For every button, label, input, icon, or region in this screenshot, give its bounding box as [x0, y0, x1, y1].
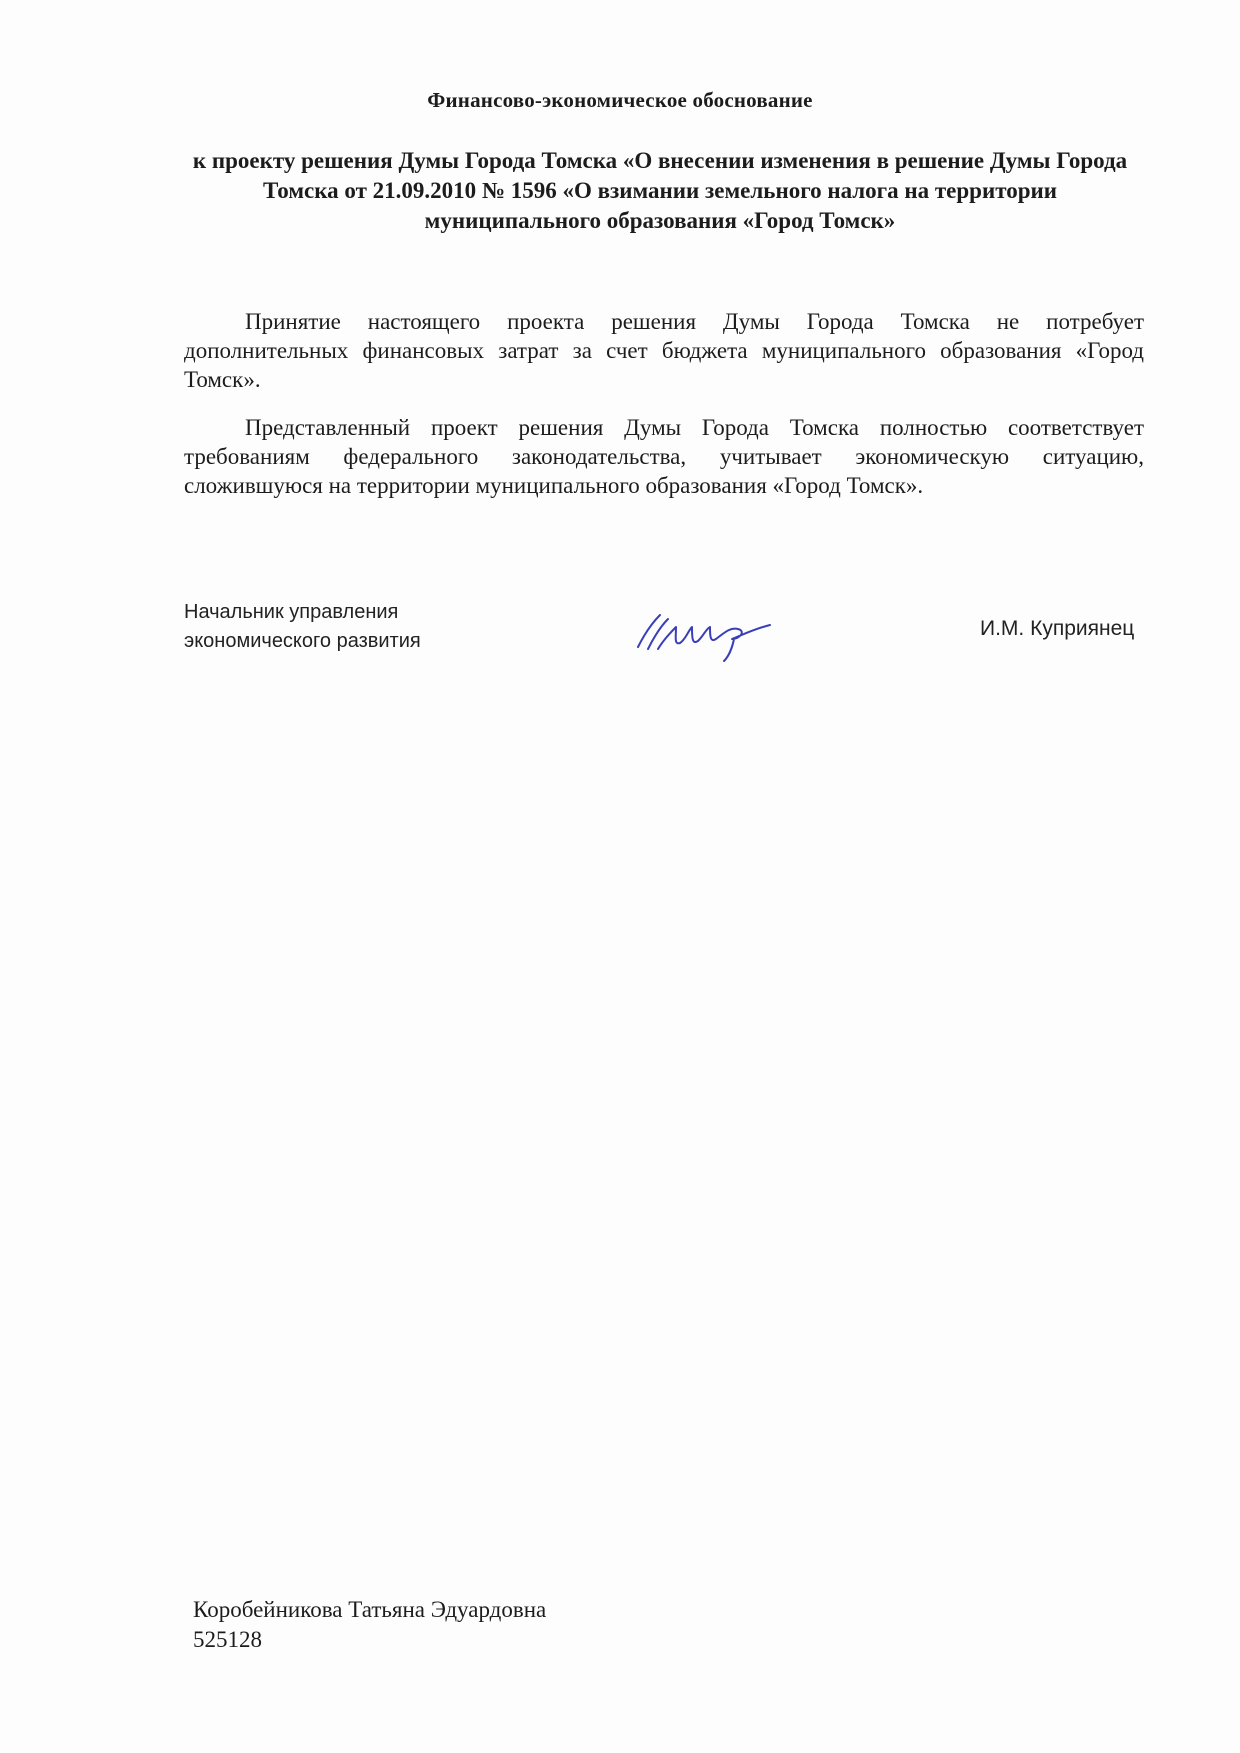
paragraph-funding: Принятие настоящего проекта решения Думы Города Томска не потребует дополнительных финансовых затрат за счет бюджета муниципального образования «Город Томск».	[184, 309, 1144, 392]
document-subtitle: к проекту решения Думы Города Томска «О внесении изменения в решение Думы Города Томска от 21.09.2010 № 1596 «О взимании земельного налога на территории муниципального образования «Город Томск»	[192, 148, 1128, 233]
executor-phone: 525128	[193, 1627, 262, 1652]
executor-name: Коробейникова Татьяна Эдуардовна	[193, 1597, 547, 1622]
signatory-position: Начальник управления экономического развития	[184, 601, 421, 652]
handwritten-signature	[630, 605, 790, 665]
paragraph-compliance: Представленный проект решения Думы Города Томска полностью соответствует требованиям федерального законодательства, учитывает экономическую ситуацию, сложившуюся на территории муниципального образования «Город Томск».	[184, 415, 1144, 498]
document-title: Финансово-экономическое обоснование	[427, 88, 813, 112]
executor-block	[193, 1595, 546, 1655]
signatory-name: И.М. Куприянец	[980, 617, 1135, 640]
